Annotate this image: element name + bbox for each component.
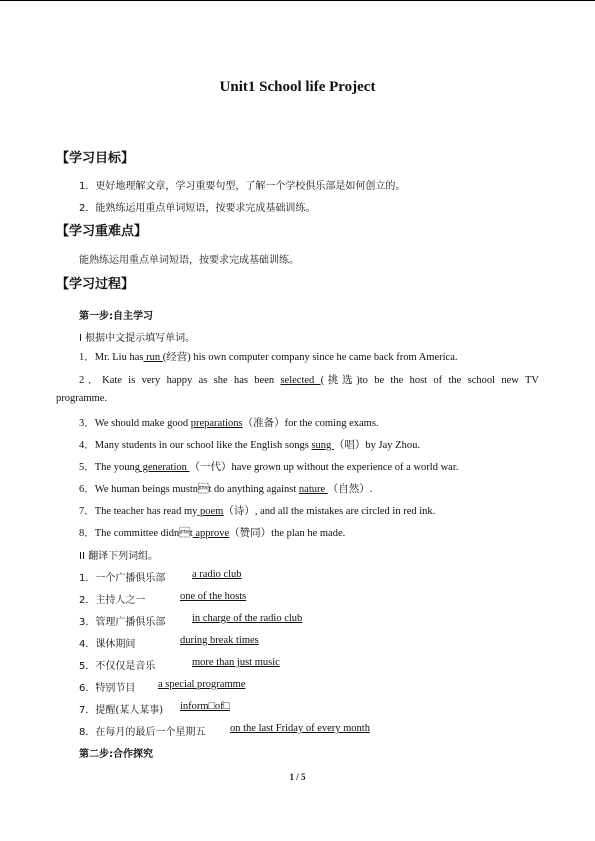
phrase-chinese: 2．主持人之一: [79, 595, 146, 606]
key-text: 能熟练运用重点单词短语，按要求完成基础训练。: [79, 255, 299, 266]
phrase-row: [79, 657, 280, 672]
answer-2: selected: [280, 375, 321, 386]
goal-2: 2．能熟练运用重点单词短语，按要求完成基础训练。: [79, 203, 316, 214]
section-goals-heading: 【学习目标】: [56, 151, 135, 166]
phrase-english-answer: a special programme: [158, 679, 246, 690]
phrase-english-answer: one of the hosts: [180, 591, 247, 602]
phrase-chinese: 4．课休期间: [79, 639, 136, 650]
answer-7: poem: [197, 506, 224, 517]
top-rule: [0, 0, 595, 1]
step1-heading: 第一步:自主学习: [79, 311, 153, 322]
page-title: Unit1 School life Project: [219, 79, 376, 95]
part2-title: II 翻译下列词组。: [79, 551, 159, 562]
phrase-english-answer: more than just music: [192, 657, 280, 668]
part1-title: I 根据中文提示填写单词。: [79, 333, 196, 344]
phrase-row: [79, 701, 231, 716]
phrase-row: [79, 569, 242, 584]
phrase-row: [79, 635, 259, 650]
section-process-heading: 【学习过程】: [56, 277, 135, 292]
phrase-english-answer: in charge of the radio club: [192, 613, 303, 624]
phrase-english-answer: inform□of□: [180, 701, 231, 712]
question-2-cont: programme.: [56, 393, 108, 404]
question-2: 2．Kate is very happy as she has been selected (挑选)to be the host of the school new TV: [79, 375, 540, 386]
question-1: 1．Mr. Liu has run (经营) his own computer company since he came back from America.: [79, 352, 458, 363]
question-6: 6．We human beings mustnt do anything against nature （自然）.: [79, 484, 373, 495]
question-3: 3．We should make good preparations（准备）for the coming exams.: [79, 418, 379, 429]
answer-8: approve: [192, 528, 230, 539]
answer-6: nature: [298, 484, 328, 495]
phrase-chinese: 5．不仅仅是音乐: [79, 661, 156, 672]
page-number: 1 / 5: [289, 772, 306, 782]
answer-5: generation: [139, 462, 190, 473]
goal-1: 1．更好地理解文章，学习重要句型，了解一个学校俱乐部是如何创立的。: [79, 181, 406, 192]
phrase-chinese: 7．提醒(某人某事): [79, 705, 164, 716]
phrase-chinese: 1．一个广播俱乐部: [79, 573, 166, 584]
phrase-english-answer: a radio club: [192, 569, 242, 580]
section-key-heading: 【学习重难点】: [56, 224, 148, 239]
question-8: 8．The committee didnt approve（赞同）the plan he made.: [79, 528, 346, 539]
phrase-english-answer: on the last Friday of every month: [230, 723, 370, 734]
answer-1: run: [143, 352, 163, 363]
phrase-row: [79, 591, 247, 606]
answer-3: preparations: [190, 418, 243, 429]
step2-heading: 第二步:合作探究: [79, 749, 153, 760]
phrase-chinese: 3．管理广播俱乐部: [79, 617, 166, 628]
question-4: 4．Many students in our school like the English songs sung （唱）by Jay Zhou.: [79, 440, 420, 451]
phrase-row: [79, 613, 303, 628]
question-5: 5．The young generation （一代）have grown up without the experience of a world war.: [79, 462, 459, 473]
phrase-chinese: 8．在每月的最后一个星期五: [79, 727, 206, 738]
phrase-row: [79, 679, 246, 694]
phrase-english-answer: during break times: [180, 635, 259, 646]
phrase-chinese: 6．特别节目: [79, 683, 136, 694]
phrase-row: [79, 723, 370, 738]
answer-4: sung: [311, 440, 334, 451]
question-7: 7．The teacher has read my poem（诗）, and all the mistakes are circled in red ink.: [79, 506, 436, 517]
